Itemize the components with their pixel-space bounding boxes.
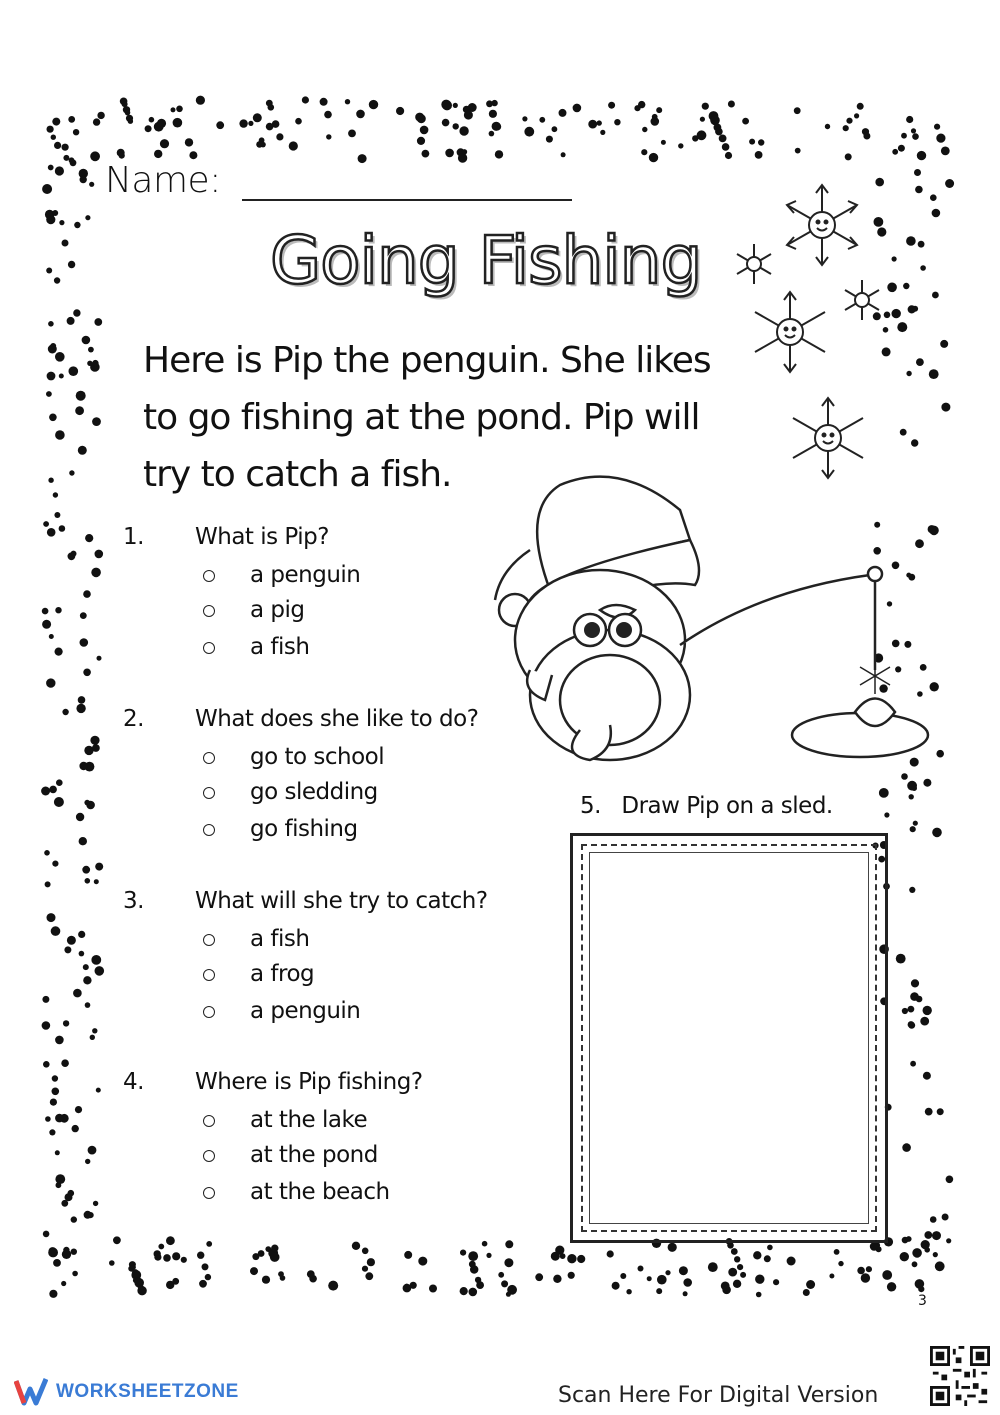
radio-circle-icon[interactable]	[203, 969, 215, 981]
name-line[interactable]	[242, 165, 572, 201]
answer-option[interactable]: go sledding	[203, 779, 378, 805]
radio-circle-icon[interactable]	[203, 570, 215, 582]
answer-option[interactable]: at the lake	[203, 1107, 367, 1133]
question-text: What is Pip?	[195, 524, 329, 550]
answer-option[interactable]: a fish	[203, 926, 309, 952]
answer-option[interactable]: a pig	[203, 597, 305, 623]
draw-prompt-number: 5.	[580, 793, 601, 819]
radio-circle-icon[interactable]	[203, 1150, 215, 1162]
answer-option[interactable]: at the pond	[203, 1142, 378, 1168]
radio-circle-icon[interactable]	[203, 642, 215, 654]
radio-circle-icon[interactable]	[203, 787, 215, 799]
answer-option[interactable]: a fish	[203, 634, 309, 660]
draw-prompt-text: Draw Pip on a sled.	[621, 793, 833, 819]
answer-option[interactable]: a penguin	[203, 998, 360, 1024]
question-number: 1.	[123, 524, 144, 550]
radio-circle-icon[interactable]	[203, 1115, 215, 1127]
question-text: What does she like to do?	[195, 706, 479, 732]
radio-circle-icon[interactable]	[203, 1006, 215, 1018]
radio-circle-icon[interactable]	[203, 1187, 215, 1199]
name-field	[105, 160, 572, 201]
answer-option[interactable]: go fishing	[203, 816, 358, 842]
radio-circle-icon[interactable]	[203, 605, 215, 617]
question-number: 3.	[123, 888, 144, 914]
page-number: 3	[918, 1293, 927, 1309]
penguin-fishing-illustration	[490, 450, 950, 780]
question-text: What will she try to catch?	[195, 888, 488, 914]
worksheet-title: Going Fishing	[270, 222, 702, 299]
question-number: 2.	[123, 706, 144, 732]
answer-option[interactable]: at the beach	[203, 1179, 390, 1205]
snowflakes-illustration	[720, 180, 900, 480]
radio-circle-icon[interactable]	[203, 752, 215, 764]
draw-prompt	[580, 793, 833, 819]
answer-option[interactable]: go to school	[203, 744, 384, 770]
footer-logo[interactable]	[14, 1377, 239, 1407]
answer-option[interactable]: a penguin	[203, 562, 360, 588]
radio-circle-icon[interactable]	[203, 934, 215, 946]
drawing-box[interactable]	[570, 833, 888, 1243]
footer-brand: WORKSHEETZONE	[56, 1381, 239, 1402]
name-label: Name:	[105, 160, 221, 201]
answer-option[interactable]: a frog	[203, 961, 314, 987]
qr-code-icon[interactable]	[930, 1346, 990, 1406]
question-number: 4.	[123, 1069, 144, 1095]
worksheetzone-logo-icon	[14, 1377, 48, 1407]
radio-circle-icon[interactable]	[203, 824, 215, 836]
question-text: Where is Pip fishing?	[195, 1069, 423, 1095]
scan-text: Scan Here For Digital Version	[558, 1383, 879, 1408]
intro-paragraph: Here is Pip the penguin. She likes to go fishing at the pond. Pip will try to catch a fish.	[143, 340, 711, 495]
